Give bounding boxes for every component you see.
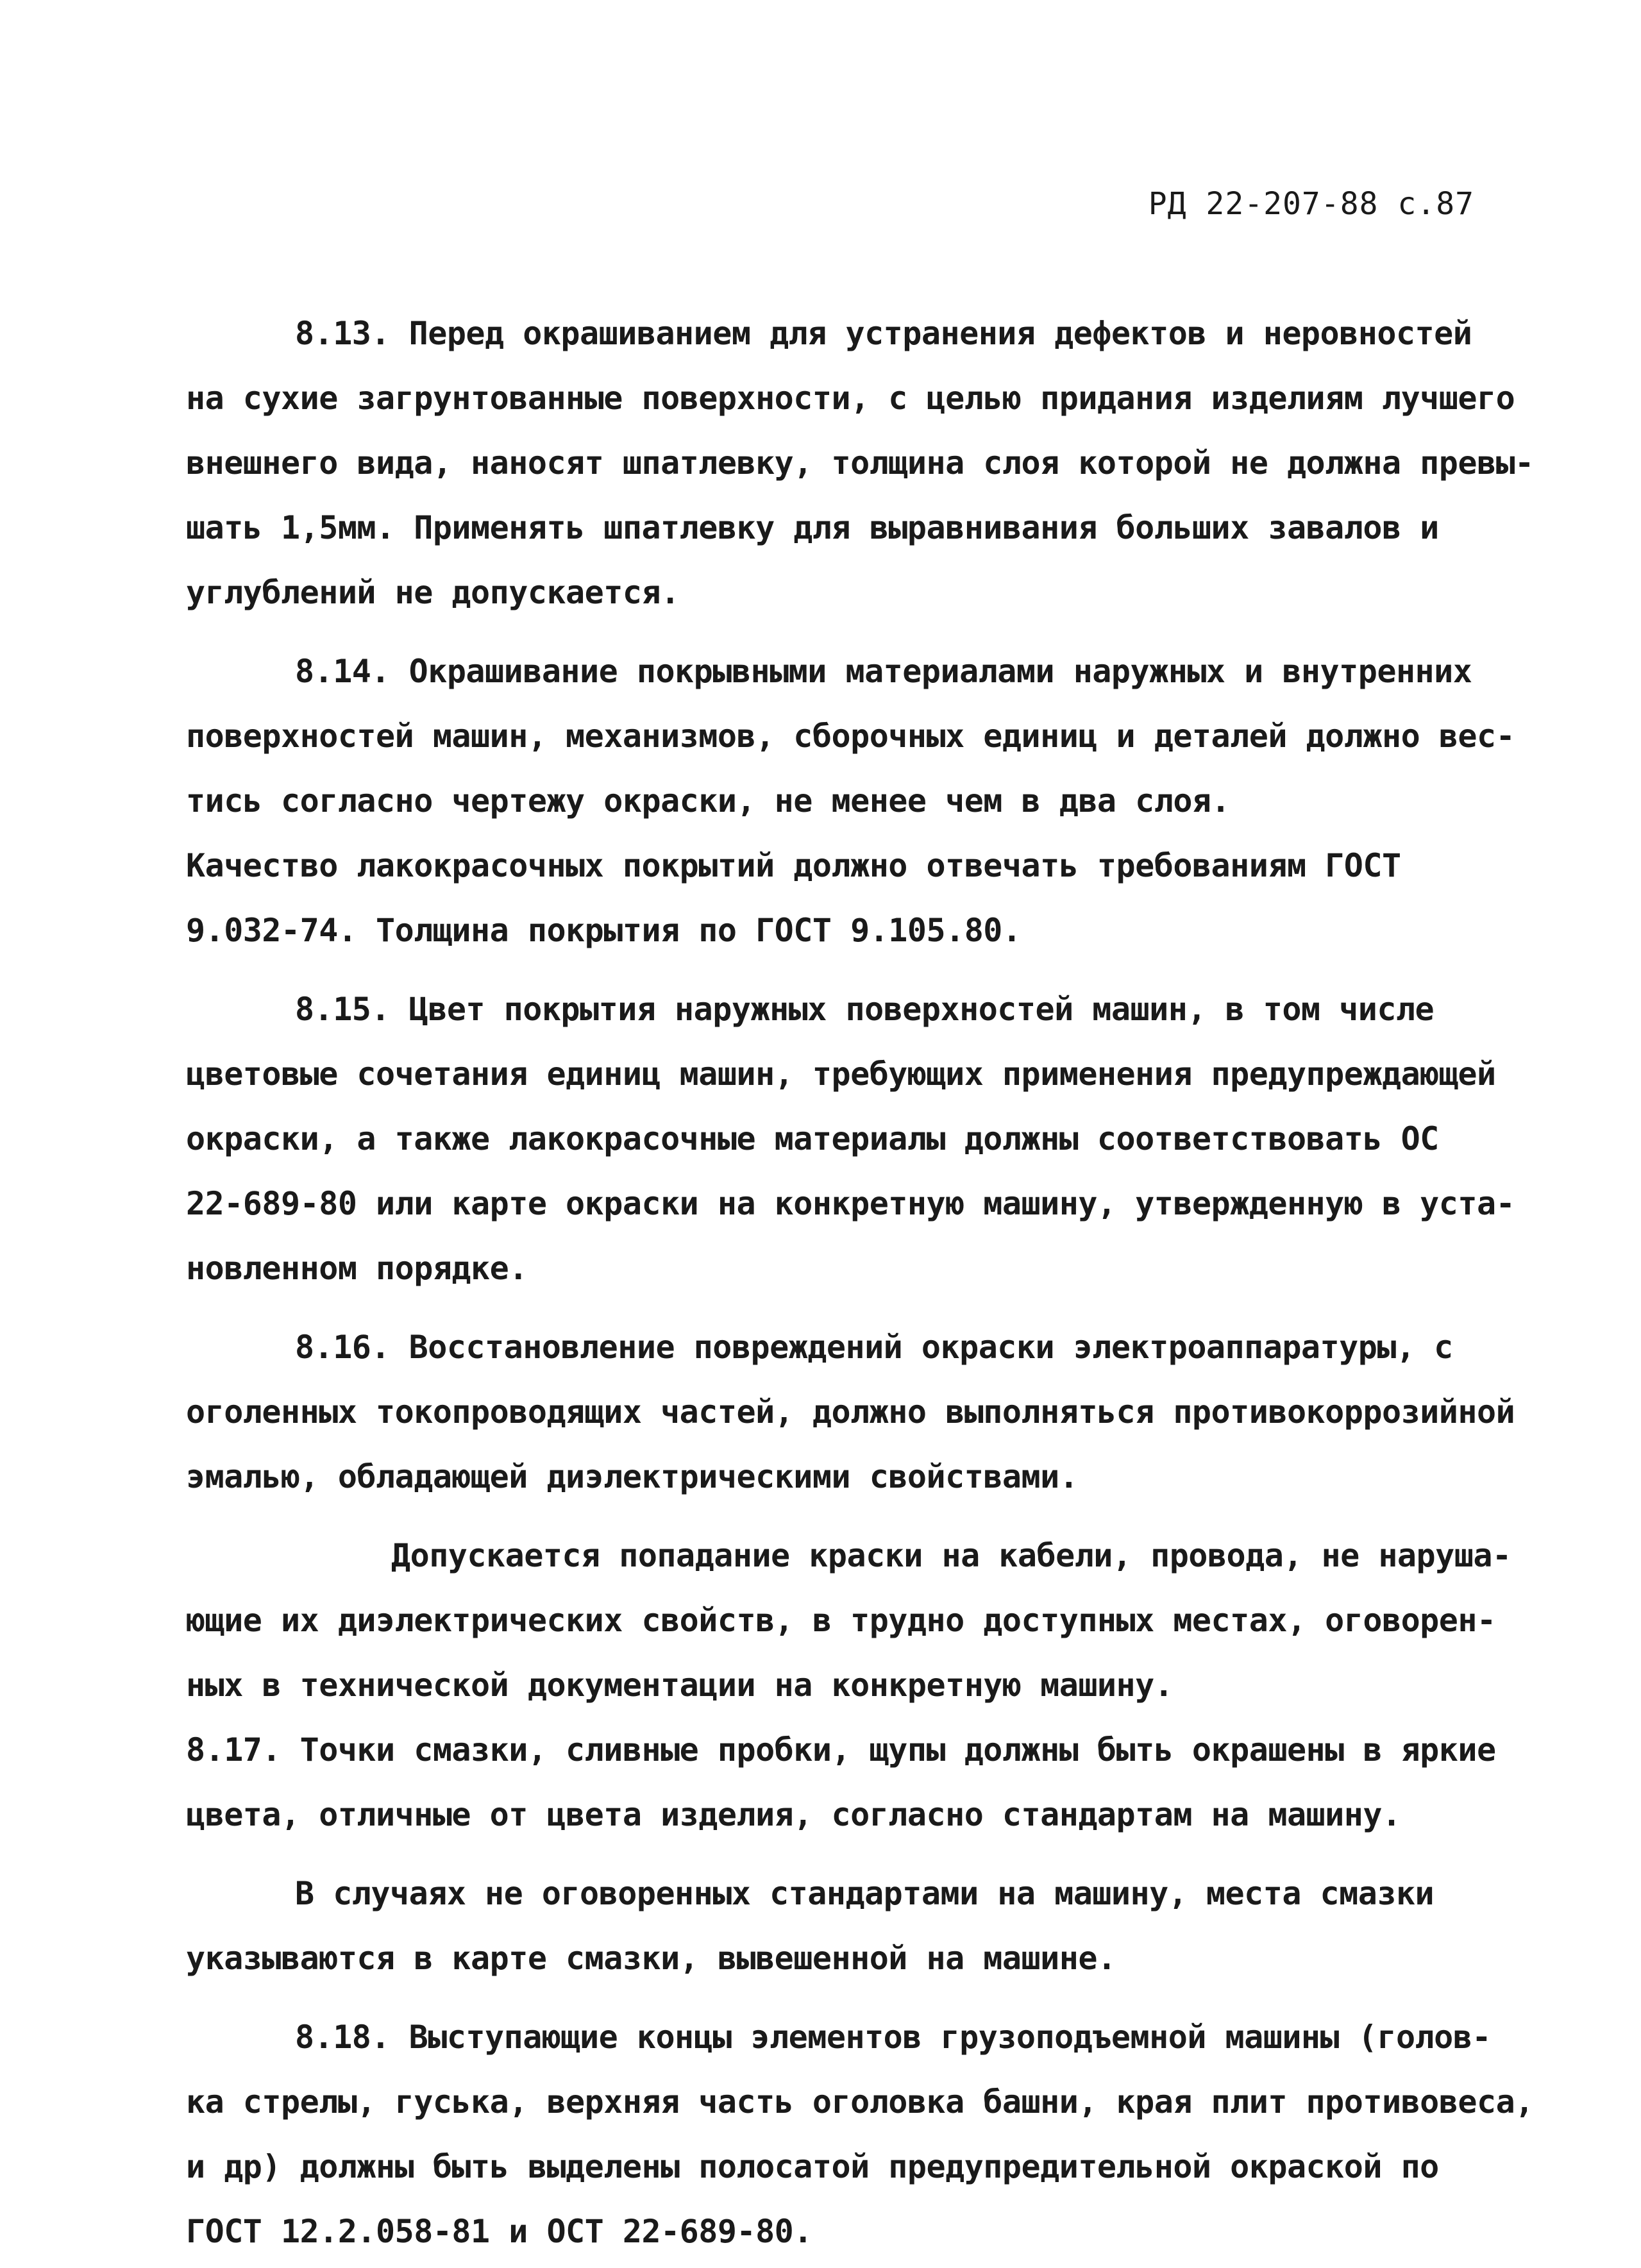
text-line: поверхностей машин, механизмов, сборочных единиц и деталей должно вес- xyxy=(186,718,1515,755)
text-line: окраски, а также лакокрасочные материалы должны соответствовать ОС xyxy=(186,1120,1439,1157)
text-line: цвета, отличные от цвета изделия, согласно стандартам на машину. xyxy=(186,1796,1401,1833)
text-line: 8.18. Выступающие концы элементов грузоподъемной машины (голов- xyxy=(295,2019,1491,2056)
text-line: Качество лакокрасочных покрытий должно отвечать требованиям ГОСТ xyxy=(186,847,1401,884)
text-line: ка стрелы, гуська, верхняя часть оголовка башни, края плит противовеса, xyxy=(186,2083,1534,2121)
text-line: Допускается попадание краски на кабели, провода, не наруша- xyxy=(391,1537,1511,1574)
text-line: ГОСТ 12.2.058-81 и ОСТ 22-689-80. xyxy=(186,2213,812,2250)
text-line: 9.032-74. Толщина покрытия по ГОСТ 9.105.80. xyxy=(186,912,1022,949)
page-header: РД 22-207-88 с.87 xyxy=(1148,186,1474,222)
text-line: 8.14. Окрашивание покрывными материалами наружных и внутренних xyxy=(295,653,1472,690)
paragraph-8-14 xyxy=(186,639,1515,963)
text-line: внешнего вида, наносят шпатлевку, толщина слоя которой не должна превы- xyxy=(186,444,1534,482)
text-line: эмалью, обладающей диэлектрическими свойствами. xyxy=(186,1458,1079,1495)
text-line: 22-689-80 или карте окраски на конкретную машину, утвержденную в уста- xyxy=(186,1185,1515,1222)
text-line: ющие их диэлектрических свойств, в трудно доступных местах, оговорен- xyxy=(186,1602,1496,1639)
text-line: тись согласно чертежу окраски, не менее чем в два слоя. xyxy=(186,782,1231,819)
text-line: углублений не допускается. xyxy=(186,574,680,611)
text-line: новленном порядке. xyxy=(186,1250,528,1287)
paragraph-8-18 xyxy=(186,2005,1534,2264)
text-line: 8.13. Перед окрашиванием для устранения дефектов и неровностей xyxy=(295,315,1472,352)
text-line: цветовые сочетания единиц машин, требующих применения предупреждающей xyxy=(186,1055,1496,1093)
paragraph-8-13 xyxy=(186,301,1534,625)
text-line: 8.17. Точки смазки, сливные пробки, щупы должны быть окрашены в яркие xyxy=(186,1731,1496,1768)
paragraph-8-16 xyxy=(186,1315,1515,1509)
text-line: и др) должны быть выделены полосатой предупредительной окраской по xyxy=(186,2148,1439,2185)
text-line: ных в технической документации на конкретную машину. xyxy=(186,1667,1174,1704)
text-line: 8.16. Восстановление повреждений окраски электроаппаратуры, с xyxy=(295,1329,1453,1366)
paragraph-8-15 xyxy=(186,977,1515,1301)
text-line: В случаях не оговоренных стандартами на машину, места смазки xyxy=(295,1875,1435,1912)
text-line: на сухие загрунтованные поверхности, с целью придания изделиям лучшего xyxy=(186,380,1515,417)
document-body xyxy=(186,301,1534,2264)
text-line: 8.15. Цвет покрытия наружных поверхностей машин, в том числе xyxy=(295,991,1435,1028)
text-line: шать 1,5мм. Применять шпатлевку для выравнивания больших завалов и xyxy=(186,509,1439,546)
text-line: оголенных токопроводящих частей, должно выполняться противокоррозийной xyxy=(186,1393,1515,1431)
paragraph-8-16-note xyxy=(186,1524,1511,1718)
paragraph-8-17 xyxy=(186,1718,1507,1847)
paragraph-8-17-note xyxy=(186,1861,1507,1991)
text-line: указываются в карте смазки, вывешенной на машине. xyxy=(186,1940,1116,1977)
